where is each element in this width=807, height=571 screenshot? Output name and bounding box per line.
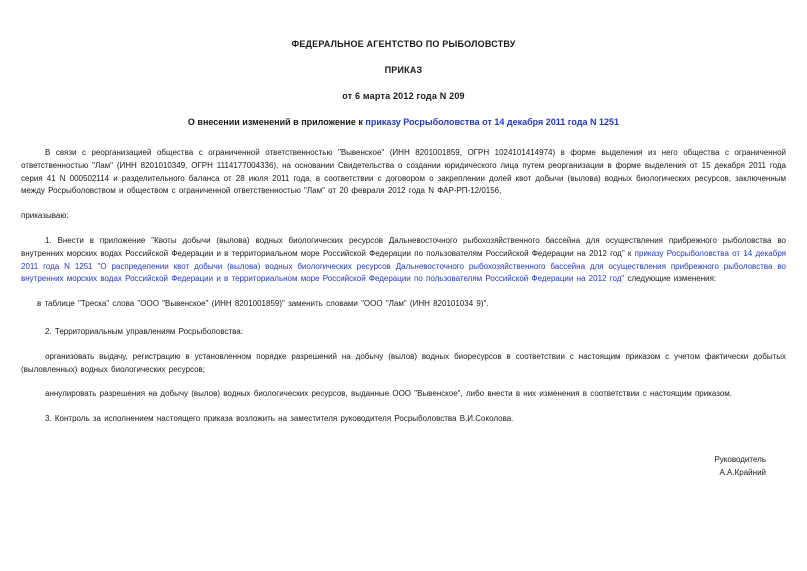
text-segment: 3. Контроль за исполнением настоящего приказа возложить на заместителя руководителя Росрыболовства В.И.Соколова. [45, 414, 514, 424]
signature-name: А.А.Крайний [719, 467, 766, 477]
doc-date: от 6 марта 2012 года N 209 [342, 91, 465, 101]
doc-type: ПРИКАЗ [384, 65, 423, 75]
document-body [21, 147, 786, 426]
paragraph-table-change [21, 298, 786, 311]
doc-title [21, 116, 786, 129]
paragraph-prikazyvayu [21, 210, 786, 223]
paragraph-annul-permits [21, 388, 786, 401]
signature-block [21, 453, 786, 479]
text-segment: следующие изменения: [624, 274, 717, 284]
document-link[interactable]: приказу Росрыболовства от 14 декабря 2011 года N 1251 "О распределении квот добычи (вылова) водных биологических ресурсов Дальневосточного рыбохозяйственного бассейна для осуществления прибрежного рыболовства во внутренних морских водах Российской Федерации и в территориальном море Российской Федерации по пользователям Российской Федерации на 2012 год" [21, 248, 787, 284]
text-segment: 1. Внести в приложение "Квоты добычи (вылова) водных биологических ресурсов Дальневосточного рыбохозяйственного бассейна для осуществления прибрежного рыболовства во внутренних морских водах Российской Федерации и в территориальном море Российской Федерации по пользователям Российской Федерации на 2012 год" к [21, 235, 786, 258]
text-segment: 2. Территориальным управлениям Росрыболовства: [45, 326, 243, 336]
paragraph-organize-permits [21, 351, 786, 377]
text-segment: В связи с реорганизацией общества с ограниченной ответственностью "Вывенское" (ИНН 8201001859, ОГРН 1024101414974) в форме выделения из него общества с ограниченной ответственностью "Лам" (ИНН 8201010349, ОГРН 1114177004336), на основании Свидетельства о создании юридического лица путем реорганизации в форме выделения от 15 декабря 2011 года серия 41 N 000502114 и разделительного баланса от 28 июля 2011 года, в соответствии с договором о закреплении долей квот добычи (вылова) водных биологических ресурсов, заключенным между Росрыболовством и обществом с ограниченной ответственностью "Лам" от 20 февраля 2012 года N ФАР-РП-12/0156, [21, 148, 786, 196]
text-segment: в таблице "Треска" слова "ООО "Вывенское" (ИНН 8201001859)" заменить словами "ООО "Лам" (ИНН 820101034 9)". [37, 299, 489, 309]
agency-name: ФЕДЕРАЛЬНОЕ АГЕНТСТВО ПО РЫБОЛОВСТВУ [291, 39, 516, 49]
text-segment: О внесении изменений в приложение к [187, 117, 366, 127]
paragraph-item-3 [21, 413, 786, 426]
document-link[interactable]: приказу Росрыболовства от 14 декабря 2011 года N 1251 [365, 117, 620, 127]
text-segment: аннулировать разрешения на добычу (вылов) водных биологических ресурсов, выданные ООО "Вывенское", либо внести в них изменения в соответствии с настоящим приказом. [45, 389, 732, 399]
paragraph-item-1 [21, 235, 786, 286]
text-segment: приказываю: [21, 211, 69, 221]
paragraph-item-2 [21, 326, 786, 339]
paragraph-preamble [21, 147, 786, 198]
text-segment: организовать выдачу, регистрацию в установленном порядке разрешений на добычу (вылов) водных биоресурсов в соответствии с настоящим приказом с учетом фактически добытых (выловленных) водных биологических ресурсов; [21, 351, 786, 374]
signature-position: Руководитель [714, 454, 766, 464]
